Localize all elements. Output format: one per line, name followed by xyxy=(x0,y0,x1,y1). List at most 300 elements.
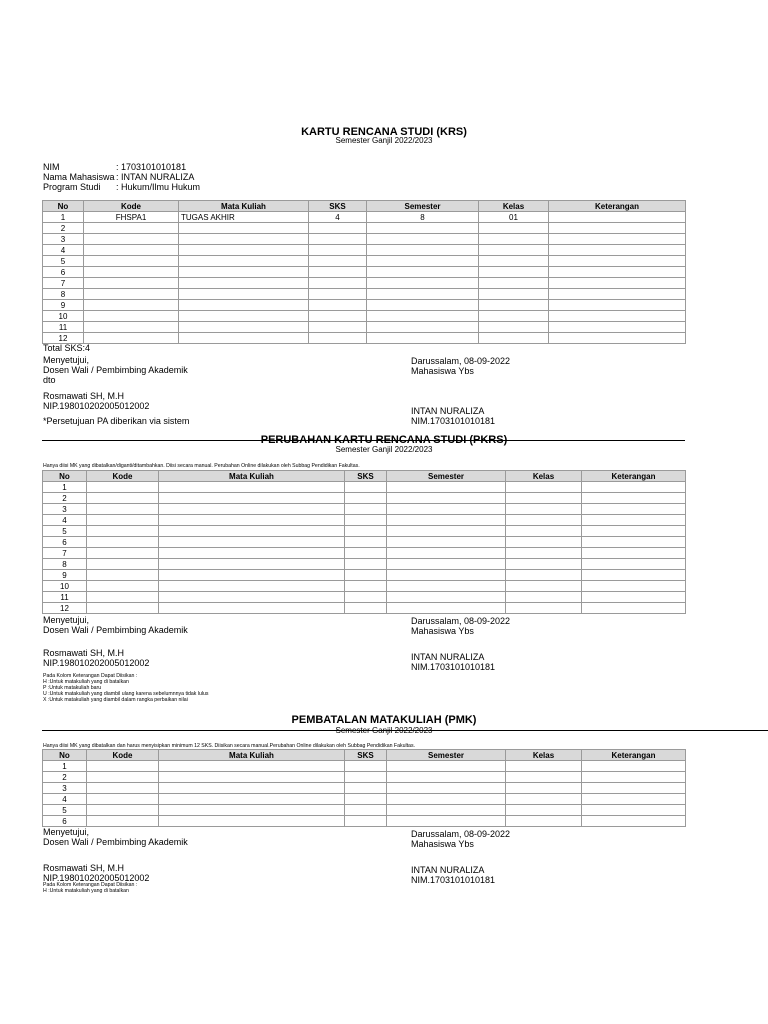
mahasiswa-ybs-label: Mahasiswa Ybs xyxy=(411,839,474,849)
cell-semester xyxy=(367,322,479,333)
cell-no: 11 xyxy=(43,592,87,603)
column-header-keterangan: Keterangan xyxy=(582,750,686,761)
cell-kode xyxy=(87,592,159,603)
table-row xyxy=(43,526,686,537)
cell-mata-kuliah xyxy=(159,570,345,581)
cell-no: 8 xyxy=(43,289,84,300)
cell-keterangan xyxy=(549,311,686,322)
place-date: Darussalam, 08-09-2022 xyxy=(411,616,511,626)
cell-keterangan xyxy=(582,805,686,816)
cell-keterangan xyxy=(549,267,686,278)
cell-sks xyxy=(345,559,387,570)
cell-kode xyxy=(87,570,159,581)
cell-kode xyxy=(87,493,159,504)
pmk-advisor-signature xyxy=(43,863,149,883)
cell-keterangan xyxy=(582,504,686,515)
cell-kelas xyxy=(506,537,582,548)
cell-keterangan xyxy=(582,761,686,772)
column-header-semester: Semester xyxy=(367,201,479,212)
cell-semester xyxy=(387,794,506,805)
cell-keterangan xyxy=(549,256,686,267)
cell-mata-kuliah xyxy=(179,300,309,311)
cell-no: 2 xyxy=(43,223,84,234)
cell-no: 4 xyxy=(43,515,87,526)
cell-keterangan xyxy=(582,581,686,592)
place-date: Darussalam, 08-09-2022 xyxy=(411,356,511,366)
table-row xyxy=(43,212,686,223)
cell-kode: FHSPA1 xyxy=(84,212,179,223)
menyetujui-label: Menyetujui, xyxy=(43,827,90,837)
cell-mata-kuliah xyxy=(159,603,345,614)
cell-kelas xyxy=(506,493,582,504)
legend-line: H :Untuk matakuliah yang di batalkan xyxy=(43,679,129,685)
student-nim: NIM.1703101010181 xyxy=(411,416,496,426)
cell-kelas xyxy=(506,482,582,493)
table-row xyxy=(43,548,686,559)
cell-kode xyxy=(87,515,159,526)
cell-kode xyxy=(84,311,179,322)
cell-sks xyxy=(345,515,387,526)
cell-semester xyxy=(387,581,506,592)
cell-sks xyxy=(345,570,387,581)
cell-keterangan xyxy=(582,526,686,537)
cell-keterangan xyxy=(549,300,686,311)
cell-mata-kuliah xyxy=(179,333,309,344)
cell-mata-kuliah xyxy=(159,504,345,515)
cell-no: 6 xyxy=(43,267,84,278)
table-row xyxy=(43,570,686,581)
cell-semester xyxy=(367,311,479,322)
cell-sks xyxy=(309,256,367,267)
cell-keterangan xyxy=(582,772,686,783)
cell-kode xyxy=(87,772,159,783)
cell-mata-kuliah xyxy=(179,245,309,256)
cell-sks xyxy=(345,482,387,493)
cell-kelas xyxy=(479,322,549,333)
pkrs-table xyxy=(42,470,686,614)
cell-no: 9 xyxy=(43,300,84,311)
legend-line: P :Untuk matakuliah baru xyxy=(43,685,102,691)
cell-kode xyxy=(87,805,159,816)
pmk-table xyxy=(42,749,686,827)
krs-advisor-signature xyxy=(43,391,149,411)
cell-semester xyxy=(367,245,479,256)
cell-sks xyxy=(309,300,367,311)
cell-semester xyxy=(367,278,479,289)
nama-value: : INTAN NURALIZA xyxy=(116,172,195,182)
table-row xyxy=(43,223,686,234)
cell-mata-kuliah xyxy=(159,548,345,559)
cell-keterangan xyxy=(582,515,686,526)
cell-sks xyxy=(345,603,387,614)
cell-semester xyxy=(387,526,506,537)
cell-no: 7 xyxy=(43,548,87,559)
cell-sks xyxy=(309,289,367,300)
prodi-label: Program Studi xyxy=(43,182,101,192)
column-header-sks: SKS xyxy=(345,471,387,482)
table-row xyxy=(43,559,686,570)
table-row xyxy=(43,234,686,245)
cell-mata-kuliah: TUGAS AKHIR xyxy=(179,212,309,223)
cell-kelas xyxy=(479,311,549,322)
table-row xyxy=(43,245,686,256)
cell-sks xyxy=(345,794,387,805)
cell-mata-kuliah xyxy=(159,592,345,603)
table-row xyxy=(43,794,686,805)
pkrs-student-block xyxy=(411,616,510,636)
cell-semester xyxy=(387,772,506,783)
cell-mata-kuliah xyxy=(159,537,345,548)
krs-table xyxy=(42,200,686,344)
cell-sks xyxy=(309,234,367,245)
cell-no: 7 xyxy=(43,278,84,289)
legend-line: H :Untuk matakuliah yang di batalkan xyxy=(43,888,129,894)
cell-mata-kuliah xyxy=(179,289,309,300)
cell-kode xyxy=(87,537,159,548)
cell-no: 1 xyxy=(43,212,84,223)
cell-kode xyxy=(84,256,179,267)
cell-keterangan xyxy=(582,537,686,548)
pkrs-note: Hanya diisi MK yang dibatalkan/diganti/ditambahkan. Diisi secara manual. Perubahan Online dilakukan oleh Subbag Pendidikan Fakultas. xyxy=(43,463,360,469)
persetujuan-note: *Persetujuan PA diberikan via sistem xyxy=(43,416,190,426)
cell-no: 6 xyxy=(43,537,87,548)
table-row xyxy=(43,515,686,526)
column-header-sks: SKS xyxy=(345,750,387,761)
cell-keterangan xyxy=(582,794,686,805)
column-header-kode: Kode xyxy=(87,471,159,482)
cell-keterangan xyxy=(549,278,686,289)
table-row xyxy=(43,482,686,493)
cell-semester xyxy=(367,256,479,267)
cell-semester xyxy=(387,783,506,794)
cell-semester xyxy=(387,761,506,772)
legend-line: U :Untuk matakuliah yang diambil ulang karena sebelumnnya tidak lulus xyxy=(43,691,209,697)
cell-kode xyxy=(84,234,179,245)
cell-kode xyxy=(87,603,159,614)
cell-semester xyxy=(387,805,506,816)
cell-keterangan xyxy=(549,333,686,344)
cell-mata-kuliah xyxy=(159,761,345,772)
cell-semester xyxy=(367,300,479,311)
cell-no: 11 xyxy=(43,322,84,333)
cell-keterangan xyxy=(549,234,686,245)
cell-kelas xyxy=(479,223,549,234)
cell-kelas xyxy=(506,581,582,592)
dto-label: dto xyxy=(43,375,56,385)
dosen-wali-label: Dosen Wali / Pembimbing Akademik xyxy=(43,625,188,635)
cell-mata-kuliah xyxy=(179,234,309,245)
cell-keterangan xyxy=(549,322,686,333)
cell-kode xyxy=(87,794,159,805)
column-header-kelas: Kelas xyxy=(506,750,582,761)
cell-kelas xyxy=(506,761,582,772)
cell-kode xyxy=(87,482,159,493)
cell-semester xyxy=(387,504,506,515)
column-header-no: No xyxy=(43,471,87,482)
cell-kelas xyxy=(506,805,582,816)
table-row xyxy=(43,805,686,816)
cell-no: 3 xyxy=(43,234,84,245)
pmk-legend xyxy=(43,882,137,894)
cell-keterangan xyxy=(582,548,686,559)
cell-semester xyxy=(367,289,479,300)
cell-mata-kuliah xyxy=(179,223,309,234)
cell-sks xyxy=(345,783,387,794)
column-header-keterangan: Keterangan xyxy=(549,201,686,212)
cell-mata-kuliah xyxy=(159,559,345,570)
cell-kode xyxy=(87,816,159,827)
cell-kelas xyxy=(479,234,549,245)
pkrs-title: PERUBAHAN KARTU RENCANA STUDI (PKRS) xyxy=(260,434,508,446)
cell-mata-kuliah xyxy=(159,482,345,493)
cell-sks xyxy=(309,223,367,234)
cell-semester xyxy=(387,816,506,827)
cell-semester xyxy=(387,515,506,526)
cell-kelas xyxy=(479,245,549,256)
cell-semester xyxy=(387,603,506,614)
cell-sks xyxy=(345,504,387,515)
student-name: INTAN NURALIZA xyxy=(411,652,485,662)
pmk-advisor-block xyxy=(43,827,188,847)
student-nim: NIM.1703101010181 xyxy=(411,662,496,672)
cell-sks xyxy=(309,311,367,322)
cell-kelas xyxy=(479,300,549,311)
column-header-sks: SKS xyxy=(309,201,367,212)
cell-no: 5 xyxy=(43,256,84,267)
cell-semester xyxy=(387,559,506,570)
table-row xyxy=(43,493,686,504)
table-row xyxy=(43,267,686,278)
table-row xyxy=(43,333,686,344)
cell-keterangan xyxy=(549,223,686,234)
cell-no: 10 xyxy=(43,581,87,592)
cell-keterangan xyxy=(582,482,686,493)
table-row xyxy=(43,504,686,515)
cell-semester xyxy=(387,592,506,603)
cell-kelas xyxy=(506,603,582,614)
column-header-no: No xyxy=(43,201,84,212)
legend-line: X :Untuk matakuliah yang diambil dalam rangka perbaikan nilai xyxy=(43,697,188,703)
nim-value: : 1703101010181 xyxy=(116,162,187,172)
dosen-nip: NIP.198010202005012002 xyxy=(43,658,150,668)
column-header-keterangan: Keterangan xyxy=(582,471,686,482)
cell-kelas xyxy=(506,772,582,783)
krs-student-signature xyxy=(411,406,495,426)
cell-kode xyxy=(87,581,159,592)
table-row xyxy=(43,603,686,614)
table-row xyxy=(43,772,686,783)
table-row xyxy=(43,311,686,322)
pkrs-table-header xyxy=(43,471,686,482)
pmk-table-header xyxy=(43,750,686,761)
column-header-kode: Kode xyxy=(87,750,159,761)
cell-kode xyxy=(87,526,159,537)
cell-sks xyxy=(345,548,387,559)
cell-keterangan xyxy=(549,289,686,300)
cell-sks xyxy=(345,581,387,592)
cell-sks xyxy=(309,267,367,278)
dosen-name: Rosmawati SH, M.H xyxy=(43,863,125,873)
table-row xyxy=(43,322,686,333)
cell-semester xyxy=(387,482,506,493)
cell-no: 8 xyxy=(43,559,87,570)
cell-no: 12 xyxy=(43,603,87,614)
cell-semester xyxy=(367,223,479,234)
cell-sks xyxy=(345,537,387,548)
cell-kelas xyxy=(506,504,582,515)
column-header-kelas: Kelas xyxy=(479,201,549,212)
column-header-semester: Semester xyxy=(387,471,506,482)
cell-kode xyxy=(84,267,179,278)
cell-kelas xyxy=(506,592,582,603)
mahasiswa-ybs-label: Mahasiswa Ybs xyxy=(411,626,474,636)
prodi-value: : Hukum/Ilmu Hukum xyxy=(116,182,201,192)
dosen-name: Rosmawati SH, M.H xyxy=(43,391,125,401)
dosen-nip: NIP.198010202005012002 xyxy=(43,401,150,411)
cell-keterangan xyxy=(582,570,686,581)
cell-no: 4 xyxy=(43,794,87,805)
cell-no: 5 xyxy=(43,526,87,537)
cell-kelas xyxy=(506,559,582,570)
krs-semester: Semester Ganjil 2022/2023 xyxy=(335,136,433,145)
column-header-kode: Kode xyxy=(84,201,179,212)
dosen-name: Rosmawati SH, M.H xyxy=(43,648,125,658)
cell-no: 1 xyxy=(43,761,87,772)
cell-semester xyxy=(387,537,506,548)
cell-mata-kuliah xyxy=(159,493,345,504)
cell-kode xyxy=(84,223,179,234)
mahasiswa-ybs-label: Mahasiswa Ybs xyxy=(411,366,474,376)
cell-mata-kuliah xyxy=(159,526,345,537)
cell-sks xyxy=(345,805,387,816)
student-name: INTAN NURALIZA xyxy=(411,865,485,875)
krs-student-block xyxy=(411,356,510,376)
cell-kelas xyxy=(506,783,582,794)
cell-semester xyxy=(367,333,479,344)
krs-total-sks: Total SKS:4 xyxy=(43,343,91,353)
cell-kelas xyxy=(506,816,582,827)
cell-sks xyxy=(345,772,387,783)
cell-no: 6 xyxy=(43,816,87,827)
pmk-student-block xyxy=(411,829,510,849)
cell-kode xyxy=(87,761,159,772)
column-header-semester: Semester xyxy=(387,750,506,761)
pkrs-advisor-block xyxy=(43,615,188,635)
pmk-note: Hanya diisi MK yang dibatalkan dan harus menyisipkan minimum 12 SKS. Diisikan secara manual.Perubahan Online dilakukan oleh Subbag Pendidikan Fakultas. xyxy=(43,743,415,749)
krs-advisor-block xyxy=(43,355,188,385)
cell-mata-kuliah xyxy=(179,256,309,267)
table-row xyxy=(43,289,686,300)
table-row xyxy=(43,278,686,289)
cell-kelas xyxy=(479,333,549,344)
menyetujui-label: Menyetujui, xyxy=(43,355,90,365)
place-date: Darussalam, 08-09-2022 xyxy=(411,829,511,839)
cell-kelas xyxy=(479,267,549,278)
cell-no: 5 xyxy=(43,805,87,816)
cell-kelas xyxy=(506,794,582,805)
table-row xyxy=(43,300,686,311)
cell-sks xyxy=(309,333,367,344)
cell-semester: 8 xyxy=(367,212,479,223)
cell-semester xyxy=(367,234,479,245)
cell-sks xyxy=(309,322,367,333)
nama-label: Nama Mahasiswa xyxy=(43,172,115,182)
cell-keterangan xyxy=(582,493,686,504)
cell-kode xyxy=(84,333,179,344)
column-header-mata-kuliah: Mata Kuliah xyxy=(159,750,345,761)
cell-kode xyxy=(87,783,159,794)
cell-kode xyxy=(87,548,159,559)
cell-sks xyxy=(345,493,387,504)
cell-no: 1 xyxy=(43,482,87,493)
cell-kode xyxy=(84,300,179,311)
cell-no: 10 xyxy=(43,311,84,322)
cell-sks xyxy=(309,278,367,289)
cell-kelas xyxy=(506,515,582,526)
cell-kelas xyxy=(506,526,582,537)
pkrs-semester: Semester Ganjil 2022/2023 xyxy=(335,445,433,454)
krs-table-header xyxy=(43,201,686,212)
cell-no: 9 xyxy=(43,570,87,581)
cell-mata-kuliah xyxy=(179,267,309,278)
cell-keterangan xyxy=(582,559,686,570)
cell-no: 4 xyxy=(43,245,84,256)
cell-sks xyxy=(345,592,387,603)
cell-sks xyxy=(345,761,387,772)
column-header-kelas: Kelas xyxy=(506,471,582,482)
cell-semester xyxy=(387,570,506,581)
cell-sks xyxy=(309,245,367,256)
cell-kelas: 01 xyxy=(479,212,549,223)
student-name: INTAN NURALIZA xyxy=(411,406,485,416)
cell-kode xyxy=(87,559,159,570)
cell-kelas xyxy=(479,278,549,289)
cell-no: 2 xyxy=(43,493,87,504)
cell-keterangan xyxy=(582,592,686,603)
table-row xyxy=(43,816,686,827)
cell-mata-kuliah xyxy=(159,515,345,526)
cell-semester xyxy=(387,493,506,504)
cell-no: 3 xyxy=(43,504,87,515)
cell-mata-kuliah xyxy=(179,322,309,333)
cell-sks xyxy=(345,816,387,827)
pkrs-student-signature xyxy=(411,652,495,672)
cell-mata-kuliah xyxy=(179,278,309,289)
table-row xyxy=(43,537,686,548)
nim-label: NIM xyxy=(43,162,60,172)
column-header-no: No xyxy=(43,750,87,761)
cell-keterangan xyxy=(582,783,686,794)
cell-mata-kuliah xyxy=(159,794,345,805)
dosen-wali-label: Dosen Wali / Pembimbing Akademik xyxy=(43,837,188,847)
pkrs-advisor-signature xyxy=(43,648,149,668)
cell-kode xyxy=(84,278,179,289)
cell-keterangan xyxy=(549,212,686,223)
cell-no: 12 xyxy=(43,333,84,344)
cell-sks: 4 xyxy=(309,212,367,223)
cell-no: 2 xyxy=(43,772,87,783)
menyetujui-label: Menyetujui, xyxy=(43,615,90,625)
pmk-semester: Semester Ganjil 2022/2023 xyxy=(335,726,433,735)
cell-keterangan xyxy=(582,603,686,614)
table-row xyxy=(43,256,686,267)
cell-kode xyxy=(84,245,179,256)
cell-no: 3 xyxy=(43,783,87,794)
table-row xyxy=(43,592,686,603)
cell-keterangan xyxy=(582,816,686,827)
cell-kode xyxy=(87,504,159,515)
legend-line: Pada Kolom Keterangan Dapat Diisikan : xyxy=(43,882,138,888)
